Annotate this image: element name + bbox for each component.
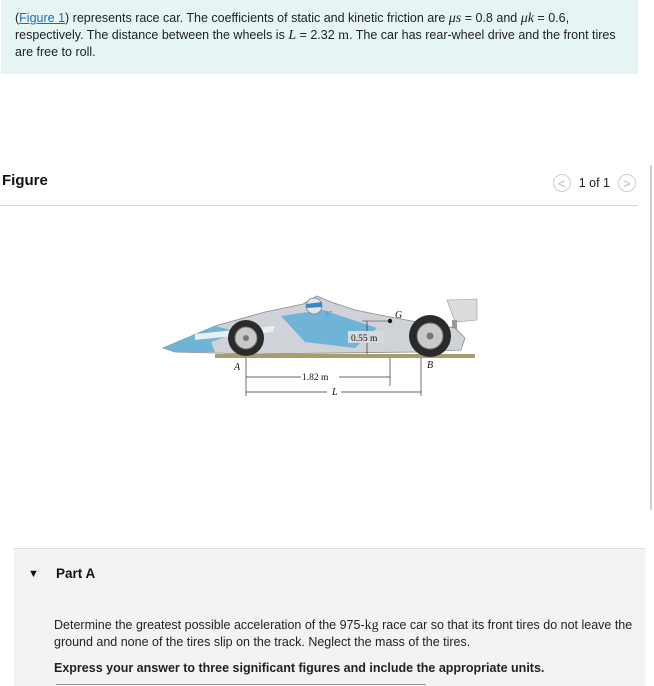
part-a-instruction: Express your answer to three significant figures and include the appropriate units. xyxy=(54,661,545,675)
part-a-section xyxy=(14,548,645,686)
chevron-left-icon: < xyxy=(557,175,566,191)
L-symbol: L xyxy=(288,28,297,43)
label-L: L xyxy=(332,387,338,398)
height-dimension-label: 0.55 m xyxy=(351,334,378,344)
length-dimension-label: 1.82 m xyxy=(302,373,329,383)
mu-k-symbol: μk xyxy=(520,11,534,26)
race-car-figure xyxy=(155,286,480,406)
pager-count: 1 of 1 xyxy=(578,176,610,190)
figure-pager xyxy=(553,174,636,192)
part-a-title[interactable]: Part A xyxy=(56,566,96,581)
figure-title: Figure xyxy=(2,172,48,189)
chevron-right-icon: > xyxy=(623,175,631,191)
part-a-question: Determine the greatest possible acceleration of the 975-kg race car so that its front tires do not leave the ground and none of the tires slip on the track. Neglect the mass of the tires. xyxy=(54,618,633,649)
label-A: A xyxy=(234,362,241,373)
figure-header xyxy=(0,168,638,206)
next-figure-button[interactable] xyxy=(618,174,636,192)
prev-figure-button[interactable] xyxy=(553,174,571,192)
part-a-content xyxy=(54,617,644,686)
label-G: G xyxy=(395,310,403,321)
car-number: 27 xyxy=(325,310,332,318)
rear-wing xyxy=(447,299,477,322)
figure-link[interactable]: Figure 1 xyxy=(19,11,66,25)
mu-s-symbol: μs xyxy=(448,11,462,26)
expand-arrow-icon[interactable]: ▼ xyxy=(28,568,39,580)
race-car-diagram xyxy=(155,286,480,406)
problem-statement: (Figure 1) represents race car. The coefficients of static and kinetic friction are μs = 0.8 and μk = 0.6, respectively. The distance between the wheels is L = 2.32 m. The car has rear-wheel drive and the front tires are free to roll. xyxy=(1,0,638,74)
scrollbar-track[interactable] xyxy=(650,165,652,510)
label-B: B xyxy=(427,360,434,371)
